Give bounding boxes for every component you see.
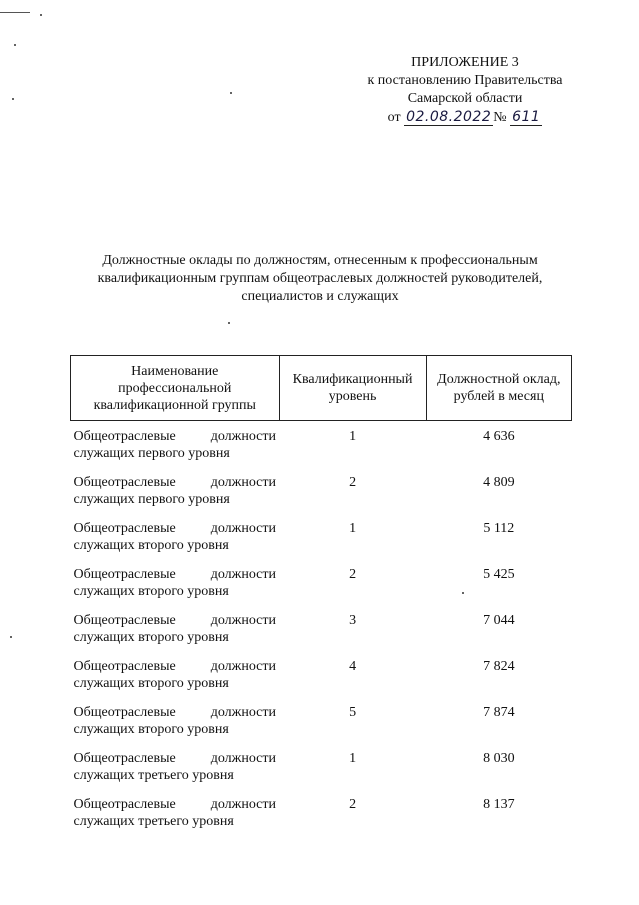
scan-speck: [230, 92, 232, 94]
appendix-header: [340, 54, 590, 127]
handwritten-date: 02.08.2022: [406, 109, 492, 125]
scan-speck: [228, 322, 230, 324]
appendix-title: ПРИЛОЖЕНИЕ 3: [411, 55, 519, 70]
level-cell: 2: [349, 797, 357, 812]
group-name-cell: Общеотраслевые должности служащих второго уровня: [73, 613, 276, 645]
document-title-line-3: специалистов и служащих: [241, 289, 399, 304]
level-cell: 4: [349, 659, 357, 674]
salary-cell: 8 030: [483, 751, 515, 766]
table-header-row: [71, 356, 572, 421]
group-name-cell: Общеотраслевые должности служащих второго уровня: [73, 567, 276, 599]
table-row: [71, 467, 572, 513]
document-title-line-2: квалификационным группам общеотраслевых должностей руководителей,: [97, 271, 543, 286]
salary-cell: 7 824: [483, 659, 515, 674]
scan-speck: [40, 14, 42, 16]
level-cell: 2: [349, 567, 357, 582]
salary-cell: 7 044: [483, 613, 515, 628]
table-row: [71, 559, 572, 605]
salary-cell: 4 809: [483, 475, 515, 490]
salary-cell: 7 874: [483, 705, 515, 720]
scan-speck: [12, 98, 14, 100]
number-sign: №: [493, 110, 507, 125]
document-title-line-1: Должностные оклады по должностям, отнесенным к профессиональным: [102, 253, 538, 268]
group-name-cell: Общеотраслевые должности служащих второго уровня: [73, 659, 276, 691]
document-title: [60, 252, 580, 306]
level-cell: 1: [349, 521, 357, 536]
table-row: [71, 421, 572, 468]
level-cell: 1: [349, 429, 357, 444]
group-name-cell: Общеотраслевые должности служащих второго уровня: [73, 705, 276, 737]
table-row: [71, 651, 572, 697]
group-name-cell: Общеотраслевые должности служащих третьего уровня: [73, 751, 276, 783]
scan-edge-mark: [0, 12, 30, 13]
group-name-cell: Общеотраслевые должности служащих первого уровня: [73, 429, 276, 461]
handwritten-number: 611: [512, 109, 541, 125]
group-name-cell: Общеотраслевые должности служащих второго уровня: [73, 521, 276, 553]
group-name-cell: Общеотраслевые должности служащих первого уровня: [73, 475, 276, 507]
header-group-name: Наименование профессиональной квалификационной группы: [71, 356, 280, 421]
table-row: [71, 513, 572, 559]
salary-cell: 8 137: [483, 797, 515, 812]
scan-speck: [14, 44, 16, 46]
appendix-resolution-line: к постановлению Правительства: [367, 73, 563, 88]
level-cell: 1: [349, 751, 357, 766]
group-name-cell: Общеотраслевые должности служащих третьего уровня: [73, 797, 276, 829]
table-row: [71, 605, 572, 651]
scan-speck: [10, 636, 12, 638]
level-cell: 2: [349, 475, 357, 490]
salary-cell: 5 112: [483, 521, 515, 536]
level-cell: 3: [349, 613, 357, 628]
header-qualification-level: Квалификационный уровень: [279, 356, 426, 421]
table-row: [71, 697, 572, 743]
salary-cell: 4 636: [483, 429, 515, 444]
level-cell: 5: [349, 705, 357, 720]
date-prefix: от: [387, 110, 401, 125]
salary-cell: 5 425: [483, 567, 515, 582]
table-row: [71, 789, 572, 835]
appendix-date-line: [340, 108, 590, 127]
header-salary: Должностной оклад, рублей в месяц: [426, 356, 571, 421]
table-row: [71, 743, 572, 789]
appendix-region-line: Самарской области: [407, 91, 523, 106]
salary-table: [70, 355, 572, 835]
